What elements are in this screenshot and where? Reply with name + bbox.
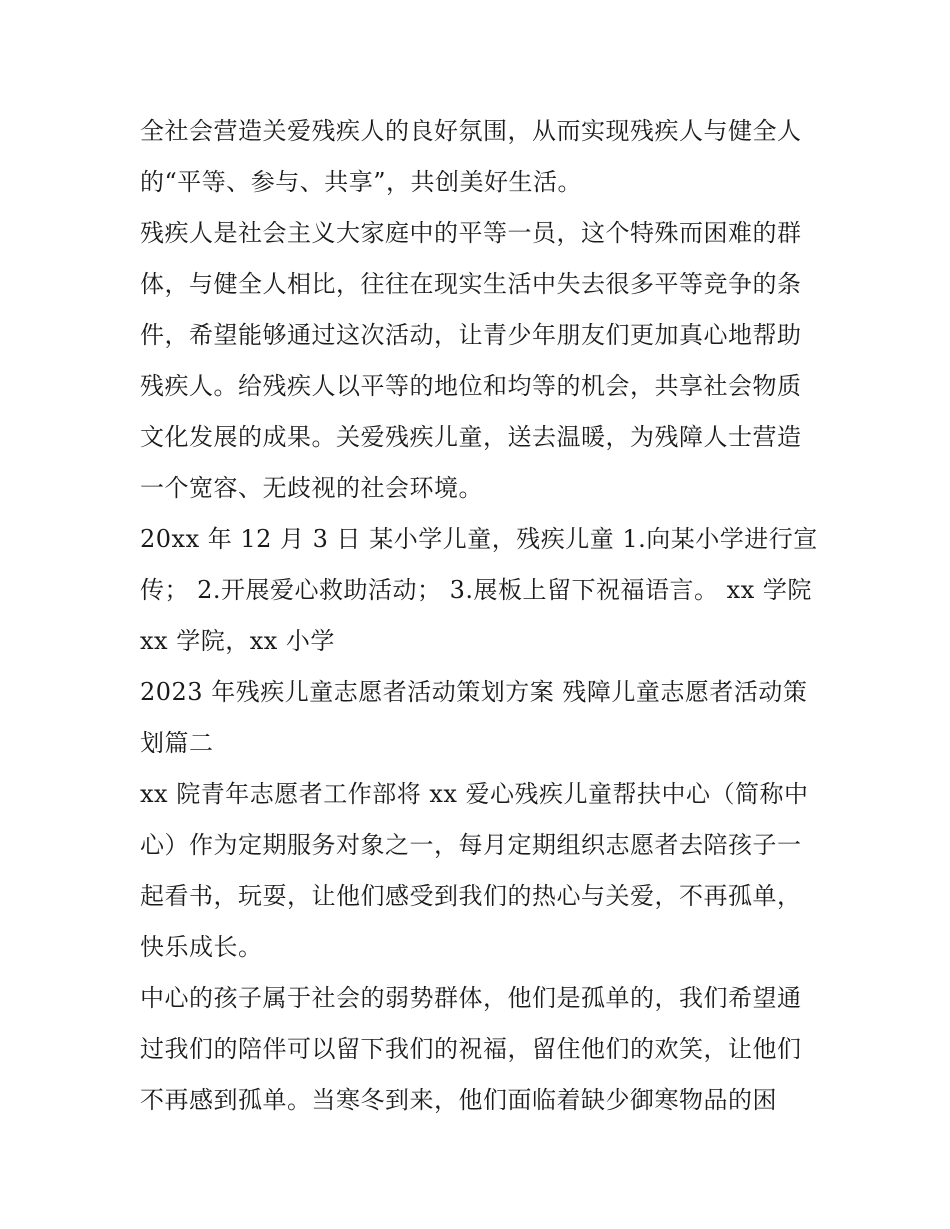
section-heading-line: 2023 年残疾儿童志愿者活动策划方案 残障儿童志愿者活动策 — [140, 678, 808, 706]
text-line: 心）作为定期服务对象之一，每月定期组织志愿者去陪孩子一 — [140, 831, 802, 859]
document-body — [140, 106, 820, 1126]
text-line: 的“平等、参与、共享”，共创美好生活。 — [140, 168, 583, 196]
section-heading-line: 划篇二 — [140, 729, 214, 757]
text-line: 件，希望能够通过这次活动，让青少年朋友们更加真心地帮助 — [140, 321, 802, 349]
text-line: 体，与健全人相比，往往在现实生活中失去很多平等竞争的条 — [140, 270, 802, 298]
text-line: 传； 2.开展爱心救助活动； 3.展板上留下祝福语言。 xx 学院 — [140, 576, 812, 604]
text-line: xx 学院，xx 小学 — [140, 627, 335, 655]
text-line: 快乐成长。 — [140, 933, 263, 961]
text-line: 不再感到孤单。当寒冬到来，他们面临着缺少御寒物品的困 — [140, 1086, 777, 1114]
text-line: 文化发展的成果。关爱残疾儿童，送去温暖，为残障人士营造 — [140, 423, 802, 451]
text-line: 起看书，玩耍，让他们感受到我们的热心与关爱，不再孤单， — [140, 882, 802, 910]
text-line: 残疾人。给残疾人以平等的地位和均等的机会，共享社会物质 — [140, 372, 802, 400]
text-line: 20xx 年 12 月 3 日 某小学儿童，残疾儿童 1.向某小学进行宣 — [140, 525, 818, 553]
text-line: 残疾人是社会主义大家庭中的平等一员，这个特殊而困难的群 — [140, 219, 802, 247]
text-line: 过我们的陪伴可以留下我们的祝福，留住他们的欢笑，让他们 — [140, 1035, 802, 1063]
text-line: 一个宽容、无歧视的社会环境。 — [140, 474, 483, 502]
text-line: 全社会营造关爱残疾人的良好氛围，从而实现残疾人与健全人 — [140, 117, 802, 145]
text-line: 中心的孩子属于社会的弱势群体，他们是孤单的，我们希望通 — [140, 984, 802, 1012]
text-line: xx 院青年志愿者工作部将 xx 爱心残疾儿童帮扶中心（简称中 — [140, 780, 809, 808]
